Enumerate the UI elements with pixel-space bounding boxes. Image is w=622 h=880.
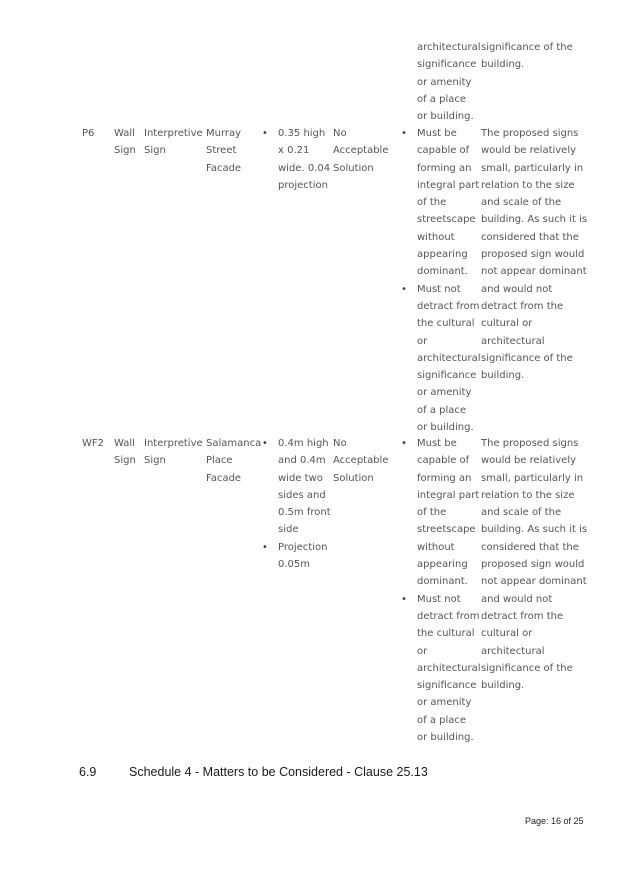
text-line: appearing bbox=[417, 249, 468, 261]
text-line: significance bbox=[417, 59, 477, 71]
text-line: would be relatively bbox=[481, 455, 577, 467]
comments-cell bbox=[481, 125, 591, 384]
text-line: cultural or bbox=[481, 628, 533, 640]
text-line: x 0.21 bbox=[278, 145, 310, 157]
text-line: • 0.4m high bbox=[278, 438, 329, 449]
sign-id-cell bbox=[82, 125, 110, 142]
text-line: dominant. bbox=[417, 576, 468, 588]
text-line: wide two bbox=[278, 472, 323, 484]
text-line: Facade bbox=[206, 472, 242, 484]
text-line: or building. bbox=[417, 422, 474, 434]
text-line: relation to the size bbox=[481, 179, 575, 191]
text-line: detract from bbox=[417, 300, 480, 312]
sign-name-cell bbox=[144, 125, 202, 160]
text-line: and 0.4m bbox=[278, 455, 326, 467]
text-line: No bbox=[333, 438, 347, 449]
text-line: The proposed signs bbox=[481, 128, 579, 139]
text-line: No bbox=[333, 128, 347, 139]
text-line: building. bbox=[481, 370, 525, 382]
text-line: or building. bbox=[417, 732, 474, 744]
text-line: integral part bbox=[417, 489, 480, 501]
size-cell bbox=[259, 125, 331, 194]
text-line: or building. bbox=[417, 111, 474, 123]
text-line: • Must not bbox=[417, 593, 461, 605]
text-line: Interpretive bbox=[144, 128, 203, 139]
performance-criteria-cell bbox=[398, 435, 481, 746]
text-line: and would not bbox=[481, 593, 553, 605]
text-line: Facade bbox=[206, 162, 242, 174]
text-line: of the bbox=[417, 507, 447, 519]
text-line: Sign bbox=[114, 455, 136, 467]
text-line: wide. 0.04 bbox=[278, 162, 331, 174]
location-cell bbox=[206, 435, 260, 487]
sign-type-cell bbox=[114, 435, 142, 470]
text-line: of a place bbox=[417, 93, 467, 105]
text-line: forming an bbox=[417, 472, 472, 484]
text-line: building. As such it is bbox=[481, 214, 588, 226]
sign-id-cell bbox=[82, 435, 110, 452]
text-line: proposed sign would bbox=[481, 559, 585, 571]
text-line: small, particularly in bbox=[481, 472, 584, 484]
text-line: dominant. bbox=[417, 266, 468, 278]
bullet-item bbox=[398, 435, 480, 591]
bullet-item bbox=[398, 591, 481, 747]
text-line: Solution bbox=[333, 472, 374, 484]
text-line: sides and bbox=[278, 489, 326, 501]
text-line: architectural bbox=[481, 645, 545, 657]
text-line: 0.5m front bbox=[278, 507, 331, 519]
text-line: the cultural bbox=[417, 628, 475, 640]
text-line: streetscape bbox=[417, 214, 476, 226]
text-line: would be relatively bbox=[481, 145, 577, 157]
text-line: Solution bbox=[333, 162, 374, 174]
bullet-item bbox=[398, 281, 481, 437]
size-cell bbox=[259, 435, 331, 573]
text-line: • Must not bbox=[417, 283, 461, 295]
text-line: architectural bbox=[481, 335, 545, 347]
text-line: building. bbox=[481, 680, 525, 692]
bullet-item bbox=[259, 435, 331, 539]
text-line: Street bbox=[206, 145, 237, 157]
text-line: significance bbox=[417, 680, 477, 692]
bullet-item bbox=[398, 125, 480, 281]
acceptable-solution-cell bbox=[333, 435, 395, 487]
text-line: cultural or bbox=[481, 318, 533, 330]
text-line: The proposed signs bbox=[481, 438, 579, 449]
acceptable-solution-cell bbox=[333, 125, 395, 177]
text-line: Wall bbox=[114, 438, 135, 449]
text-line: without bbox=[417, 541, 455, 553]
text-line: of the bbox=[417, 197, 447, 209]
text-line: or amenity bbox=[417, 387, 472, 399]
text-line: building. As such it is bbox=[481, 524, 588, 536]
section-number: 6.9 bbox=[79, 765, 97, 779]
text-line: Murray bbox=[206, 128, 242, 139]
text-line: or amenity bbox=[417, 697, 472, 709]
text-line: architectural bbox=[417, 352, 481, 364]
performance-criteria-cell bbox=[398, 125, 481, 436]
text-line: significance of the bbox=[481, 662, 573, 674]
text-line: of a place bbox=[417, 714, 467, 726]
text-line: and scale of the bbox=[481, 507, 562, 519]
continued-comments-cell bbox=[481, 39, 591, 74]
text-line: small, particularly in bbox=[481, 162, 584, 174]
text-line: • Must be bbox=[417, 438, 457, 449]
location-cell bbox=[206, 125, 260, 177]
text-line: considered that the bbox=[481, 231, 579, 243]
bullet-item bbox=[259, 125, 331, 194]
text-line: proposed sign would bbox=[481, 249, 585, 261]
sign-id: P6 bbox=[82, 128, 95, 139]
text-line: building. bbox=[481, 59, 525, 71]
text-line: architectural bbox=[417, 42, 481, 53]
text-line: significance of the bbox=[481, 352, 573, 364]
text-line: and would not bbox=[481, 283, 553, 295]
text-line: or bbox=[417, 335, 428, 347]
text-line: Interpretive bbox=[144, 438, 203, 449]
text-line: not appear dominant bbox=[481, 576, 587, 588]
text-line: forming an bbox=[417, 162, 472, 174]
page-number: Page: 16 of 25 bbox=[525, 816, 584, 826]
text-line: • Projection bbox=[278, 541, 328, 553]
text-line: capable of bbox=[417, 145, 470, 157]
sign-name-cell bbox=[144, 435, 202, 470]
text-line: Sign bbox=[114, 145, 136, 157]
text-line: Place bbox=[206, 455, 233, 467]
text-line: Acceptable bbox=[333, 455, 389, 467]
text-line: and scale of the bbox=[481, 197, 562, 209]
text-line: relation to the size bbox=[481, 489, 575, 501]
text-line: not appear dominant bbox=[481, 266, 587, 278]
text-line: • Must be bbox=[417, 128, 457, 139]
text-line: detract from the bbox=[481, 610, 564, 622]
text-line: Salamanca bbox=[206, 438, 262, 449]
sign-id: WF2 bbox=[82, 438, 105, 449]
text-line: significance bbox=[417, 370, 477, 382]
text-line: Sign bbox=[144, 145, 166, 157]
text-line: integral part bbox=[417, 179, 480, 191]
text-line: side bbox=[278, 524, 299, 536]
text-line: detract from the bbox=[481, 300, 564, 312]
comments-cell bbox=[481, 435, 591, 694]
bullet-item bbox=[259, 539, 331, 574]
sign-type-cell bbox=[114, 125, 142, 160]
text-line: • 0.35 high bbox=[278, 128, 326, 139]
text-line: or bbox=[417, 645, 428, 657]
text-line: Sign bbox=[144, 455, 166, 467]
text-line: considered that the bbox=[481, 541, 579, 553]
text-line: the cultural bbox=[417, 318, 475, 330]
text-line: Wall bbox=[114, 128, 135, 139]
text-line: architectural bbox=[417, 662, 481, 674]
text-line: streetscape bbox=[417, 524, 476, 536]
section-title: Schedule 4 - Matters to be Considered - Clause 25.13 bbox=[129, 765, 428, 779]
text-line: without bbox=[417, 231, 455, 243]
text-line: appearing bbox=[417, 559, 468, 571]
text-line: projection bbox=[278, 179, 328, 191]
text-line: detract from bbox=[417, 610, 480, 622]
text-line: significance of the bbox=[481, 42, 573, 53]
text-line: capable of bbox=[417, 455, 470, 467]
text-line: of a place bbox=[417, 404, 467, 416]
text-line: Acceptable bbox=[333, 145, 389, 157]
text-line: 0.05m bbox=[278, 559, 311, 571]
text-line: or amenity bbox=[417, 76, 472, 88]
